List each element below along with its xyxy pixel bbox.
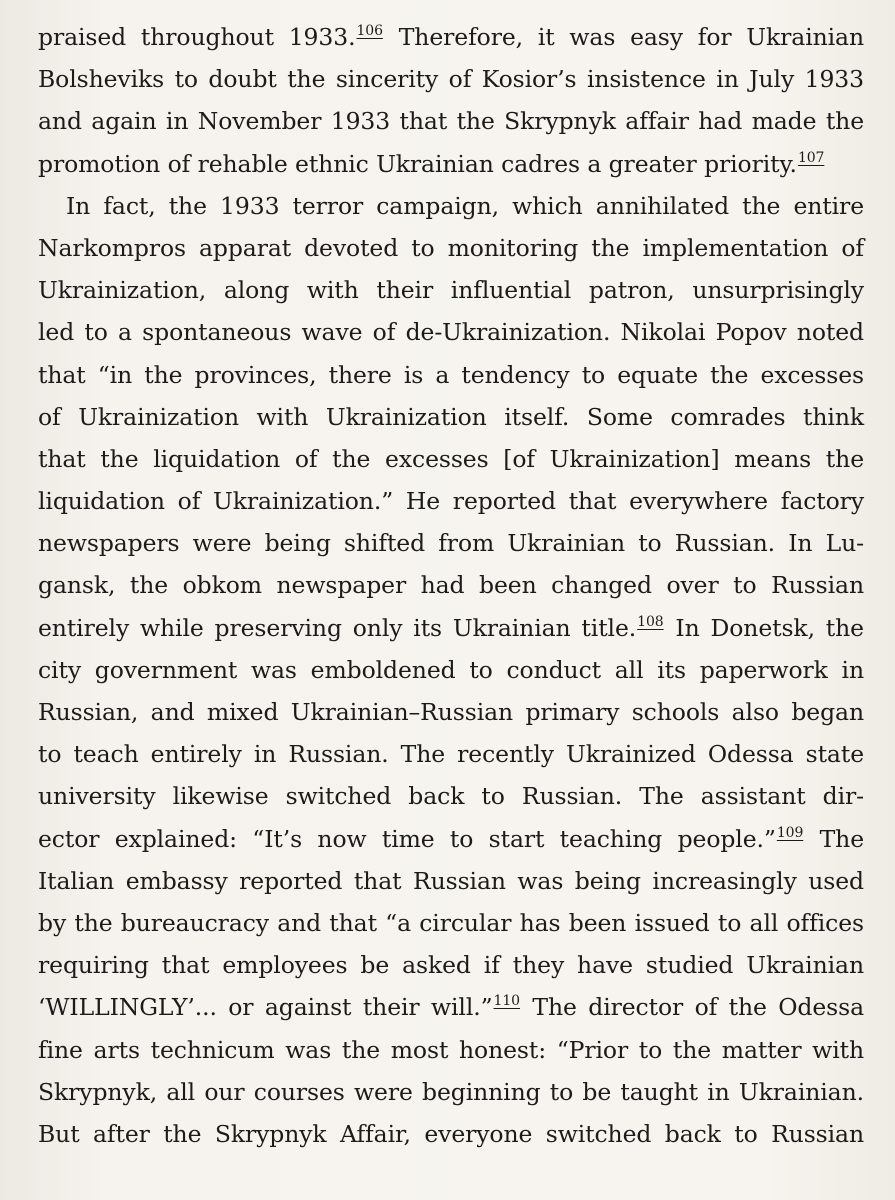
text-run: newspapers were being shifted from Ukrainian to Russian. In Lu- (38, 529, 864, 558)
text-run: The director of the Odessa (520, 993, 865, 1022)
text-run: In Donetsk, the (664, 613, 864, 642)
footnote-reference: 110 (493, 993, 520, 1010)
text-run: In fact, the 1933 terror campaign, which annihilated the entire (66, 191, 864, 220)
text-run: to teach entirely in Russian. The recently Ukrainized Odessa state (38, 740, 864, 769)
text-run: requiring that employees be asked if they have studied Ukrainian (38, 951, 864, 980)
text-run: and again in November 1933 that the Skrypnyk affair had made the (38, 107, 864, 136)
text-run: Skrypnyk, all our courses were beginning to be taught in Ukrainian. (38, 1077, 864, 1106)
text-line (38, 396, 864, 438)
text-line (38, 354, 864, 396)
text-line (38, 1071, 864, 1113)
text-line (38, 143, 864, 185)
text-line (38, 522, 864, 564)
text-line (38, 480, 864, 522)
text-line (38, 607, 864, 649)
text-line (38, 100, 864, 142)
text-run: ector explained: “It’s now time to start teaching people.” (38, 824, 776, 853)
text-line (38, 733, 864, 775)
text-run: of Ukrainization with Ukrainization itself. Some comrades think (38, 402, 864, 431)
text-run: entirely while preserving only its Ukrainian title. (38, 613, 637, 642)
text-line (38, 944, 864, 986)
text-line (38, 986, 864, 1028)
text-line (38, 818, 864, 860)
text-line (38, 185, 864, 227)
text-line (38, 311, 864, 353)
text-line (38, 227, 864, 269)
text-run: Narkompros apparat devoted to monitoring the implementation of (38, 233, 864, 262)
text-run: city government was emboldened to conduct all its paperwork in (38, 655, 864, 684)
footnote-reference: 109 (776, 824, 804, 841)
text-line (38, 691, 864, 733)
text-run: Italian embassy reported that Russian was being increasingly used (38, 866, 864, 895)
text-run: praised throughout 1933. (38, 23, 356, 51)
text-line (38, 775, 864, 817)
text-run: promotion of rehable ethnic Ukrainian cadres a greater priority. (38, 149, 797, 178)
text-run: The (804, 824, 865, 853)
text-line (38, 1113, 864, 1155)
text-run: Bolsheviks to doubt the sincerity of Kosior’s insistence in July 1933 (38, 65, 864, 94)
text-run: Ukrainization, along with their influential patron, unsurprisingly (38, 276, 864, 305)
text-line (38, 1029, 864, 1071)
text-line (38, 16, 864, 58)
text-run: gansk, the obkom newspaper had been changed over to Russian (38, 571, 864, 600)
text-line (38, 564, 864, 606)
text-run: ‘WILLINGLY’... or against their will.” (38, 993, 493, 1022)
text-line (38, 860, 864, 902)
text-line (38, 58, 864, 100)
footnote-reference: 106 (356, 23, 383, 39)
text-run: fine arts technicum was the most honest: “Prior to the matter with (38, 1035, 864, 1064)
text-line (38, 269, 864, 311)
text-run: by the bureaucracy and that “a circular has been issued to all offices (38, 908, 864, 937)
text-run: Russian, and mixed Ukrainian–Russian primary schools also began (38, 698, 864, 726)
text-run: liquidation of Ukrainization.” He reported that everywhere factory (38, 487, 864, 516)
footnote-reference: 108 (637, 613, 664, 630)
text-line (38, 902, 864, 944)
text-line (38, 649, 864, 691)
text-run: led to a spontaneous wave of de-Ukrainization. Nikolai Popov noted (38, 318, 864, 347)
text-run: Therefore, it was easy for Ukrainian (383, 23, 865, 51)
text-run: university likewise switched back to Russian. The assistant dir- (38, 782, 864, 811)
text-run: that “in the provinces, there is a tendency to equate the excesses (38, 360, 864, 389)
text-line (38, 438, 864, 480)
footnote-reference: 107 (797, 149, 825, 166)
text-run: that the liquidation of the excesses [of Ukrainization] means the (38, 444, 864, 473)
text-run: But after the Skrypnyk Affair, everyone switched back to Russian (38, 1119, 864, 1148)
body-text (38, 16, 864, 1155)
